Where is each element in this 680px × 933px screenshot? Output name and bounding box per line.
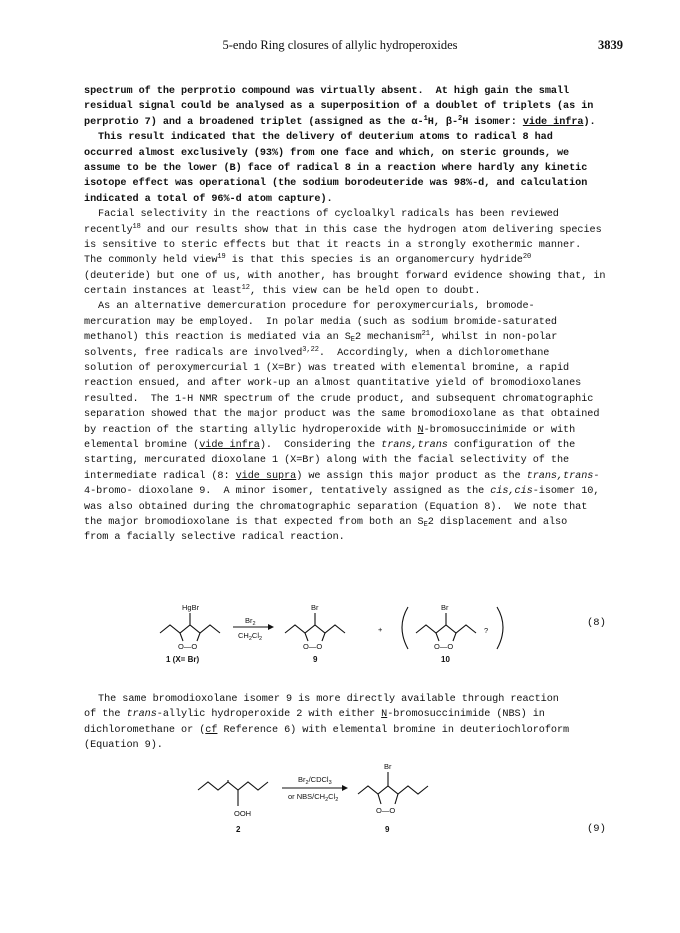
bromo-label: Br: [384, 762, 392, 771]
vide-infra-link: vide infra: [522, 116, 584, 128]
text-line: isotope effect was operational (the sodium borodeuteride was 98%-d, and calculation: [84, 178, 588, 190]
compound-10-label: 10: [441, 655, 450, 664]
text-line: This result indicated that the delivery of deuterium atoms to radical 8 had: [98, 132, 553, 144]
question-mark: ?: [484, 626, 489, 635]
ooh-label: OOH: [234, 809, 252, 818]
reagent-br2-cdcl3: $Br_2/CDCl_3$: [298, 775, 332, 786]
text-line: starting, mercurated dioxolane 1 (X=Br) along with the facial selectivity of the: [84, 455, 570, 467]
text-line: reaction ensued, and after work-up an almost quantitative yield of bromodioxolanes: [84, 378, 582, 390]
reagent-ch2cl2: $CH_2Cl_2$: [238, 631, 263, 642]
text-line: assume to be the lower (B) face of radical 8 in a reaction where hardly any kinetic: [84, 162, 588, 174]
reagent-nbs: or NBS/$CH_2Cl_2$: [288, 792, 339, 803]
equation-number-9: (9): [587, 823, 606, 835]
text-line: 4-bromo- dioxolane 9. A minor isomer, tentatively assigned as the cis,cis-isomer 10,: [84, 486, 600, 498]
compound-9-structure: [285, 613, 345, 641]
page-number: 3839: [598, 38, 623, 52]
text-line: spectrum of the perprotio compound was virtually absent. At high gain the small: [84, 86, 570, 97]
compound-9-label: 9: [385, 825, 390, 834]
text-line: resulted. The 1-H NMR spectrum of the crude product, and subsequent chromatographic: [84, 393, 594, 405]
article-body: [84, 84, 619, 546]
text-line: was also obtained during the chromatographic separation (Equation 8). We note that: [84, 501, 588, 513]
text-line: certain instances at least$^{12}$, this view can be held open to doubt.: [84, 284, 481, 298]
equation-number-8: (8): [587, 617, 606, 629]
compound-9-label: 9: [313, 655, 318, 664]
text-line: occurred almost exclusively (93%) from one face and which, on steric grounds, we: [84, 147, 570, 159]
text-line: dichloromethane or (cf Reference 6) with elemental bromine in deuteriochloroform: [84, 724, 570, 736]
article-body-continued: [84, 692, 619, 754]
text-line: recently$^{18}$ and our results show that in this case the hydrogen atom delivering species: [84, 222, 602, 236]
text-line: solution of peroxymercurial 1 (X=Br) was treated with elemental bromine, a rapid: [84, 363, 570, 375]
text-line: from a facially selective radical reaction.: [84, 532, 345, 544]
compound-9-structure: [358, 772, 428, 804]
equation-8-scheme: [0, 595, 680, 670]
text-line: is sensitive to steric effects but that it reacts in a strongly exothermic manner.: [84, 239, 582, 251]
equation-8-structures: [0, 595, 680, 670]
running-header: [0, 38, 680, 58]
text-line: residual signal could be analysed as a superposition of a doublet of triplets (as in: [84, 101, 594, 113]
text-line: intermediate radical (8: vide supra) we assign this major product as the trans,trans-: [84, 470, 600, 482]
dioxolane-ring-label: O—O: [178, 642, 198, 651]
dioxolane-ring-label: O—O: [303, 642, 323, 651]
text-line: solvents, free radicals are involved$^{3,22}$. Accordingly, when a dichloromethane: [84, 345, 550, 359]
text-line: (deuteride) but one of us, with another, has brought forward evidence showing that, in: [84, 270, 606, 282]
vide-infra-link: vide infra: [199, 439, 260, 451]
bromo-label: Br: [441, 603, 449, 612]
vide-supra-link: vide supra: [235, 470, 297, 482]
text-line: elemental bromine (vide infra). Considering the trans,trans configuration of the: [84, 439, 576, 451]
text-line: The commonly held view$^{19}$ is that this species is an organomercury hydride$^{20}$: [84, 253, 532, 267]
compound-2-label: 2: [236, 825, 241, 834]
text-line: The same bromodioxolane isomer 9 is more directly available through reaction: [98, 694, 559, 705]
text-line: perprotio 7) and a broadened triplet (assigned as the α-$^1$H, β-$^2$H isomer: vide infra).: [84, 114, 596, 128]
reaction-arrow: [282, 785, 348, 791]
text-line: by reaction of the starting allylic hydroperoxide with N-bromosuccinimide or with: [84, 424, 576, 436]
compound-2-structure: [198, 780, 268, 806]
text-line: of the trans-allylic hydroperoxide 2 with either N-bromosuccinimide (NBS) in: [84, 709, 545, 721]
reagent-br2: $Br_2$: [245, 616, 256, 627]
dioxolane-ring-label: O—O: [434, 642, 454, 651]
equation-9-scheme: [0, 760, 680, 840]
text-line: Facial selectivity in the reactions of cycloalkyl radicals has been reviewed: [98, 209, 559, 221]
running-title: 5-endo Ring closures of allylic hydroperoxides: [222, 38, 458, 52]
hgbr-label: HgBr: [182, 603, 200, 612]
text-line: indicated a total of 96%-d atom capture).: [84, 193, 333, 205]
compound-1-structure: [160, 613, 220, 641]
equation-9-structures: [0, 760, 680, 840]
text-line: separation showed that the major product was the same bromodioxolane as that obtained: [84, 409, 600, 421]
plus-sign: +: [378, 625, 383, 634]
text-line: methanol) this reaction is mediated via an $S_E2$ mechanism$^{21}$, whilst in non-polar: [84, 330, 558, 345]
bromo-label: Br: [311, 603, 319, 612]
text-line: (Equation 9).: [84, 740, 163, 752]
text-line: mercuration may be employed. In polar media (such as sodium bromide-saturated: [84, 316, 557, 328]
compound-1-label: 1 (X= Br): [166, 655, 200, 664]
dioxolane-ring-label: O—O: [376, 806, 396, 815]
text-line: the major bromodioxolane is that expected from both an $S_E2$ displacement and also: [84, 516, 568, 529]
text-line: As an alternative demercuration procedure for peroxymercurials, bromode-: [98, 301, 535, 313]
